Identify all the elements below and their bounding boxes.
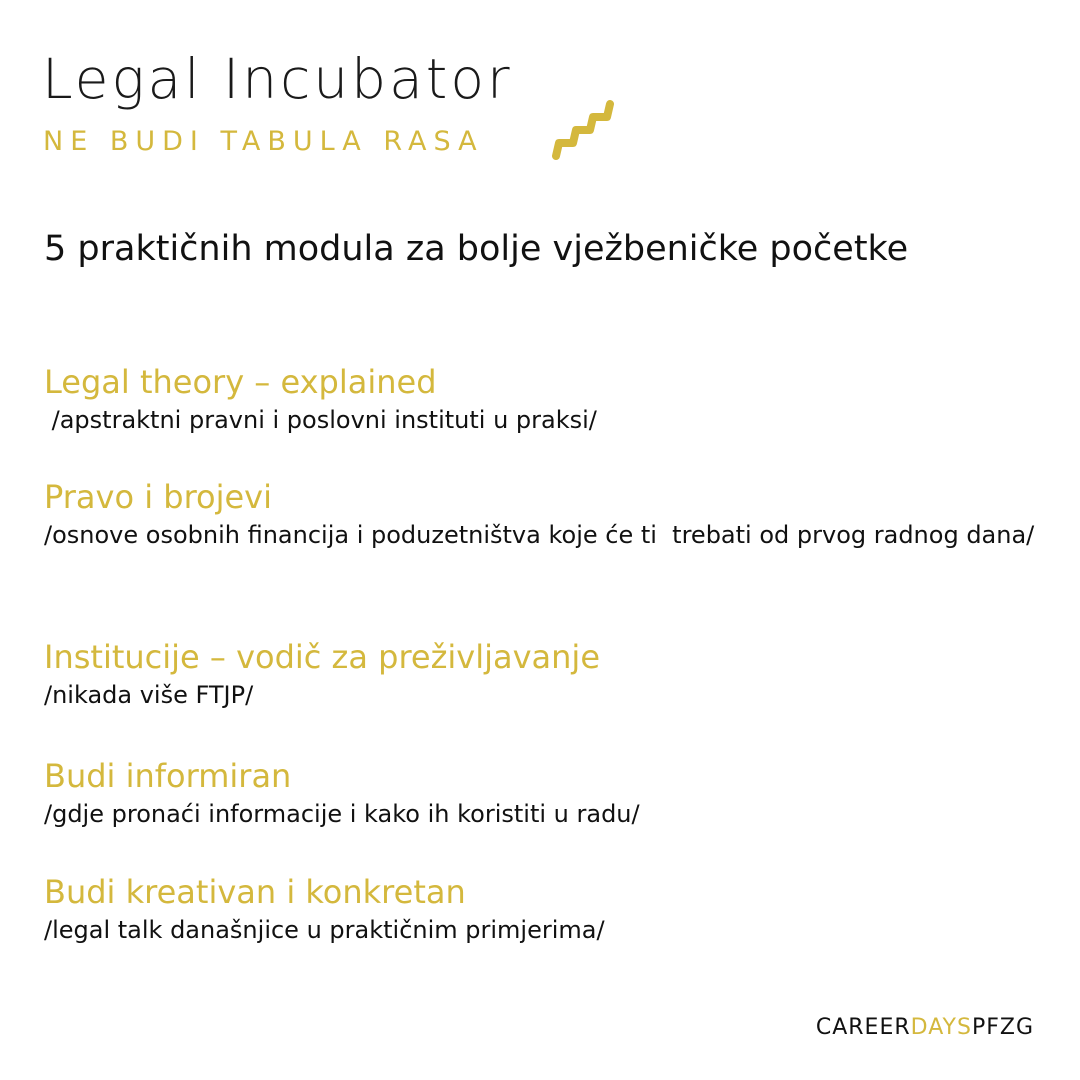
module-description: /nikada više FTJP/ (44, 681, 254, 709)
module-budi-kreativan (44, 872, 1044, 948)
module-title: Legal theory – explained (44, 363, 437, 401)
module-title: Budi kreativan i konkretan (44, 873, 466, 911)
footer-logo-pfzg: PFZG (971, 1015, 1034, 1040)
module-description: /osnove osobnih financija i poduzetništva koje će ti trebati od prvog radnog dana/ (44, 521, 1035, 549)
footer-logo (816, 1017, 1034, 1039)
footer-logo-career: CAREER (815, 1015, 911, 1040)
module-description: /legal talk današnjice u praktičnim primjerima/ (44, 916, 605, 944)
module-title: Budi informiran (44, 757, 292, 795)
module-title: Pravo i brojevi (44, 478, 272, 516)
module-legal-theory (44, 362, 1044, 438)
module-pravo-i-brojevi (44, 477, 1044, 553)
headline: 5 praktičnih modula za bolje vježbeničke početke (44, 229, 909, 269)
module-institucije (44, 637, 1044, 713)
module-budi-informiran (44, 756, 1044, 832)
stairs-icon (548, 96, 618, 162)
module-title: Institucije – vodič za preživljavanje (44, 638, 600, 676)
brand-tagline: NE BUDI TABULA RASA (43, 126, 484, 157)
module-description: /apstraktni pravni i poslovni instituti u praksi/ (44, 406, 597, 434)
brand-title: Legal Incubator (42, 47, 513, 111)
module-description: /gdje pronaći informacije i kako ih koristiti u radu/ (44, 800, 640, 828)
footer-logo-days: DAYS (910, 1015, 972, 1040)
